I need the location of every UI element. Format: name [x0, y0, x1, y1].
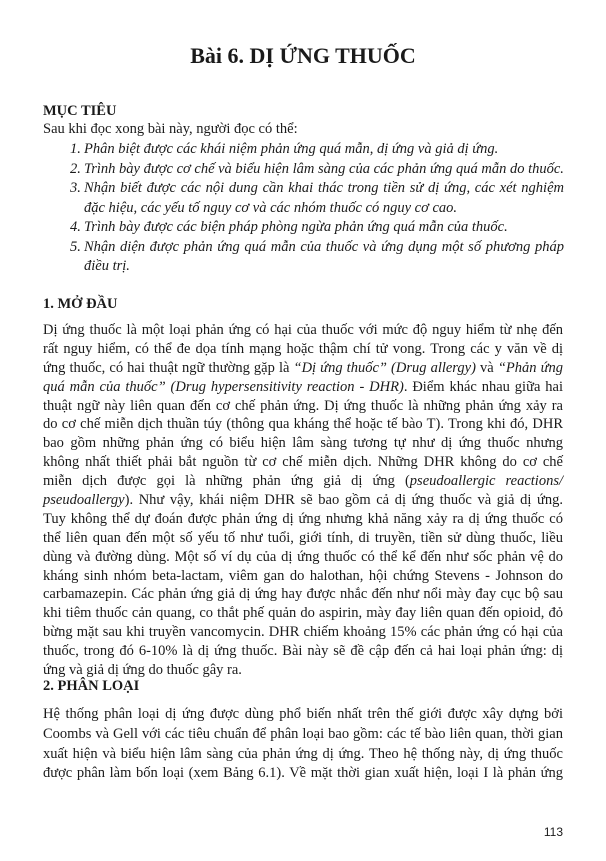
text-run: ứng thuốc, có hai thuật ngữ thường gặp là [43, 359, 294, 376]
objective-text: Nhận diện được phản ứng quá mẫn của thuốc và ứng dụng một số phương pháp [84, 238, 564, 255]
section-2-heading: 2. PHÂN LOẠI [43, 678, 140, 694]
text-run: xuất hiện và biểu hiện lâm sàng của phản ứng dị ứng. Theo hệ thống này, dị ứng thuốc [43, 745, 563, 762]
text-run: khi tiêm thuốc cản quang, co thắt phế quản do aspirin, mày đay liên quan đến opioid, đỏ [43, 605, 563, 622]
paragraph-line [43, 359, 563, 378]
text-run: ). Như vậy, khái niệm DHR sẽ bao gồm cả dị ứng thuốc và giả dị ứng. [124, 492, 563, 509]
paragraph-line [43, 340, 563, 359]
paragraph-line [43, 585, 563, 604]
text-run: Coombs và Gell với các tiêu chuẩn để phân loại bao gồm: các tế bào liên quan, thời gian [43, 725, 563, 742]
objective-item [70, 238, 564, 277]
section-1-heading: 1. MỞ ĐẦU [43, 296, 118, 312]
text-run: thể liên quan đến một số yếu tố như tuổi, giới tính, di truyền, tiền sử dùng thuốc, liều [43, 529, 563, 546]
italic-term: pseudoallergy [43, 492, 125, 509]
objective-text: Nhận biết được các nội dung cần khai thác trong tiền sử dị ứng, các xét nghiệm [84, 180, 564, 196]
paragraph-line [43, 378, 563, 397]
text-run: Hệ thống phân loại dị ứng được dùng phổ biến nhất trên thế giới được xây dựng bởi [43, 706, 563, 722]
paragraph-line [43, 745, 563, 765]
text-run: rất nguy hiểm, có thể đe dọa tính mạng hoặc thậm chí tử vong. Trong các y văn về dị [43, 340, 563, 357]
paragraph-line [43, 434, 563, 453]
paragraph-line [43, 510, 563, 529]
section-2-paragraph [43, 705, 563, 784]
paragraph-line [43, 529, 563, 548]
paragraph-line [43, 725, 563, 745]
objective-number: 2. [70, 160, 81, 177]
paragraph-line [43, 567, 563, 586]
paragraph-line [43, 321, 563, 340]
objective-text: điều trị. [84, 258, 130, 274]
paragraph-line [43, 472, 563, 491]
paragraph-line [43, 397, 563, 416]
objective-number: 5. [70, 238, 81, 255]
objectives-heading: MỤC TIÊU [43, 103, 117, 119]
objective-number: 4. [70, 219, 81, 235]
objective-number: 3. [70, 180, 81, 196]
objective-text: Phân biệt được các khái niệm phản ứng quá mẫn, dị ứng và giả dị ứng. [84, 141, 499, 157]
text-run: được phân làm bốn loại (xem Bảng 6.1). Về mặt thời gian xuất hiện, loại I là phản ứng [43, 765, 563, 782]
italic-term: pseudoallergic reactions/ [409, 473, 563, 490]
italic-term: “Dị ứng thuốc” (Drug allergy) [293, 359, 476, 376]
paragraph-line [43, 623, 563, 642]
paragraph-line [43, 642, 563, 661]
text-run: kháng sinh nhóm beta-lactam, viêm gan do halothan, hội chứng Stevens - Johnson do [43, 567, 563, 584]
italic-term: “Phản ứng [497, 359, 563, 376]
objective-number: 1. [70, 141, 81, 157]
lesson-title: Bài 6. DỊ ỨNG THUỐC [190, 43, 416, 68]
text-run: dùng và đường dùng. Một số ví dụ của dị ứng thuốc có thể kể đến như sốc phản vệ do [43, 548, 563, 565]
text-run: Tuy không thể dự đoán được phản ứng dị ứng nhưng khả năng xảy ra dị ứng thuốc có [43, 510, 563, 527]
page-number: 113 [543, 825, 563, 839]
text-run: ứng và giả dị ứng do thuốc gây ra. [43, 662, 242, 679]
text-run: không nhất thiết phải bắt nguồn từ cơ chế miễn dịch. Những DHR không do cơ chế [43, 454, 563, 471]
text-run: thuốc, trong đó 6-10% là dị ứng thuốc. Bài này sẽ đề cập đến cả hai loại phản ứng: dị [43, 643, 563, 660]
objective-item [70, 179, 564, 218]
paragraph-line [43, 548, 563, 567]
objective-item [70, 160, 564, 180]
text-run: thuật ngữ này liên quan đến cơ chế phản ứng. Dị ứng thuốc là những phản ứng xảy ra [43, 397, 563, 414]
text-run: Dị ứng thuốc là một loại phản ứng có hại của thuốc với mức độ nguy hiểm từ nhẹ đến [43, 322, 563, 338]
paragraph-line [43, 705, 563, 725]
objective-text: Trình bày được các biện pháp phòng ngừa phản ứng quá mẫn của thuốc. [84, 219, 508, 235]
objectives-list [70, 140, 564, 277]
objective-item [70, 218, 564, 238]
paragraph-line [43, 764, 563, 784]
paragraph-line [43, 415, 563, 434]
text-run: do cơ chế miễn dịch thuần túy (thông qua kháng thể hoặc tế bào T). Trong khi đó, DHR [43, 416, 563, 433]
italic-term: quá mẫn của thuốc” (Drug hypersensitivity reaction - DHR) [43, 378, 404, 395]
objective-text: Trình bày được cơ chế và biểu hiện lâm sàng của các phản ứng quá mẫn do thuốc. [84, 160, 564, 177]
paragraph-line [43, 604, 563, 623]
objective-text: đặc hiệu, các yếu tố nguy cơ và các nhóm thuốc có nguy cơ cao. [84, 199, 458, 216]
objectives-intro: Sau khi đọc xong bài này, người đọc có thể: [43, 121, 298, 137]
text-run: bừng mặt sau khi truyền vancomycin. DHR chiếm khoảng 15% các phản ứng có hại của [43, 624, 563, 641]
paragraph-line [43, 491, 563, 510]
text-run: carbamazepin. Các phản ứng giả dị ứng hay được nhắc đến như nổi mày đay cục bộ sau [43, 586, 563, 603]
text-run: . Điểm khác nhau giữa hai [403, 378, 563, 395]
text-run: bao gồm những phản ứng có biểu hiện lâm sàng tương tự như dị ứng thuốc nhưng [43, 435, 563, 452]
paragraph-line [43, 453, 563, 472]
section-1-paragraph [43, 321, 563, 680]
text-run: và [475, 359, 498, 376]
objective-item [70, 140, 564, 160]
text-run: miễn dịch được gọi là những phản ứng giả dị ứng ( [43, 473, 410, 490]
